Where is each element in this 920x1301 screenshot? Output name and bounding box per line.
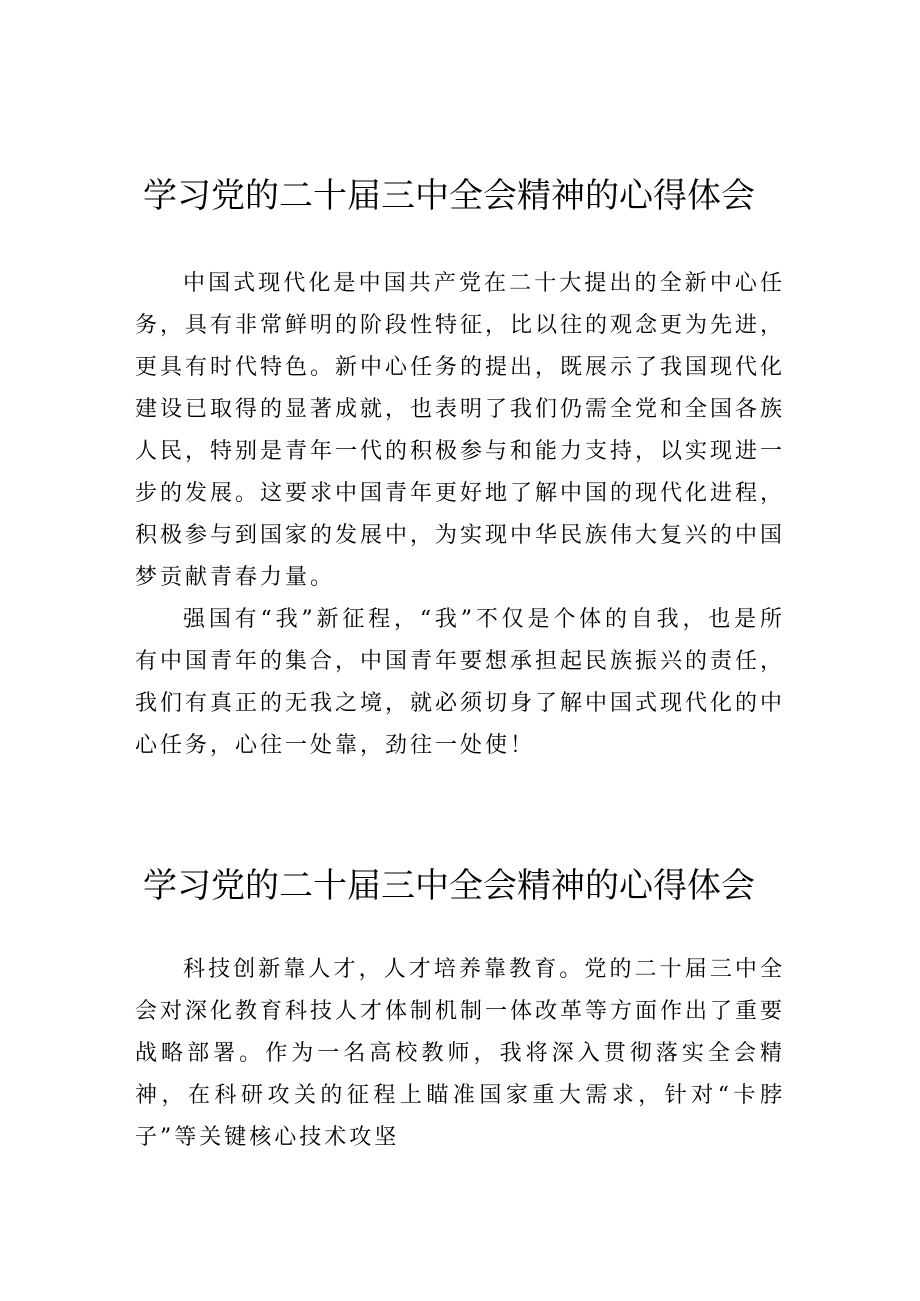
article-title: 学习党的二十届三中全会精神的心得体会 — [143, 176, 755, 216]
paragraph: 科技创新靠人才，人才培养靠教育。党的二十届三中全会对深化教育科技人才体制机制一体改革等方面作出了重要战略部署。作为一名高校教师，我将深入贯彻落实全会精神，在科研攻关的征程上瞄准国家重大需求，针对“卡脖子”等关键核心技术攻坚 — [135, 957, 786, 1150]
article-2 — [135, 862, 785, 1159]
article-1 — [135, 172, 785, 767]
article-title: 学习党的二十届三中全会精神的心得体会 — [143, 866, 755, 906]
paragraph: 强国有“我”新征程，“我”不仅是个体的自我，也是所有中国青年的集合，中国青年要想承担起民族振兴的责任，我们有真正的无我之境，就必须切身了解中国式现代化的中心任务，心往一处靠，劲往一处使！ — [135, 607, 786, 758]
paragraph: 中国式现代化是中国共产党在二十大提出的全新中心任务，具有非常鲜明的阶段性特征，比以往的观念更为先进，更具有时代特色。新中心任务的提出，既展示了我国现代化建设已取得的显著成就，也表明了我们仍需全党和全国各族人民，特别是青年一代的积极参与和能力支持，以实现进一步的发展。这要求中国青年更好地了解中国的现代化进程，积极参与到国家的发展中，为实现中华民族伟大复兴的中国梦贡献青春力量。 — [135, 271, 786, 590]
